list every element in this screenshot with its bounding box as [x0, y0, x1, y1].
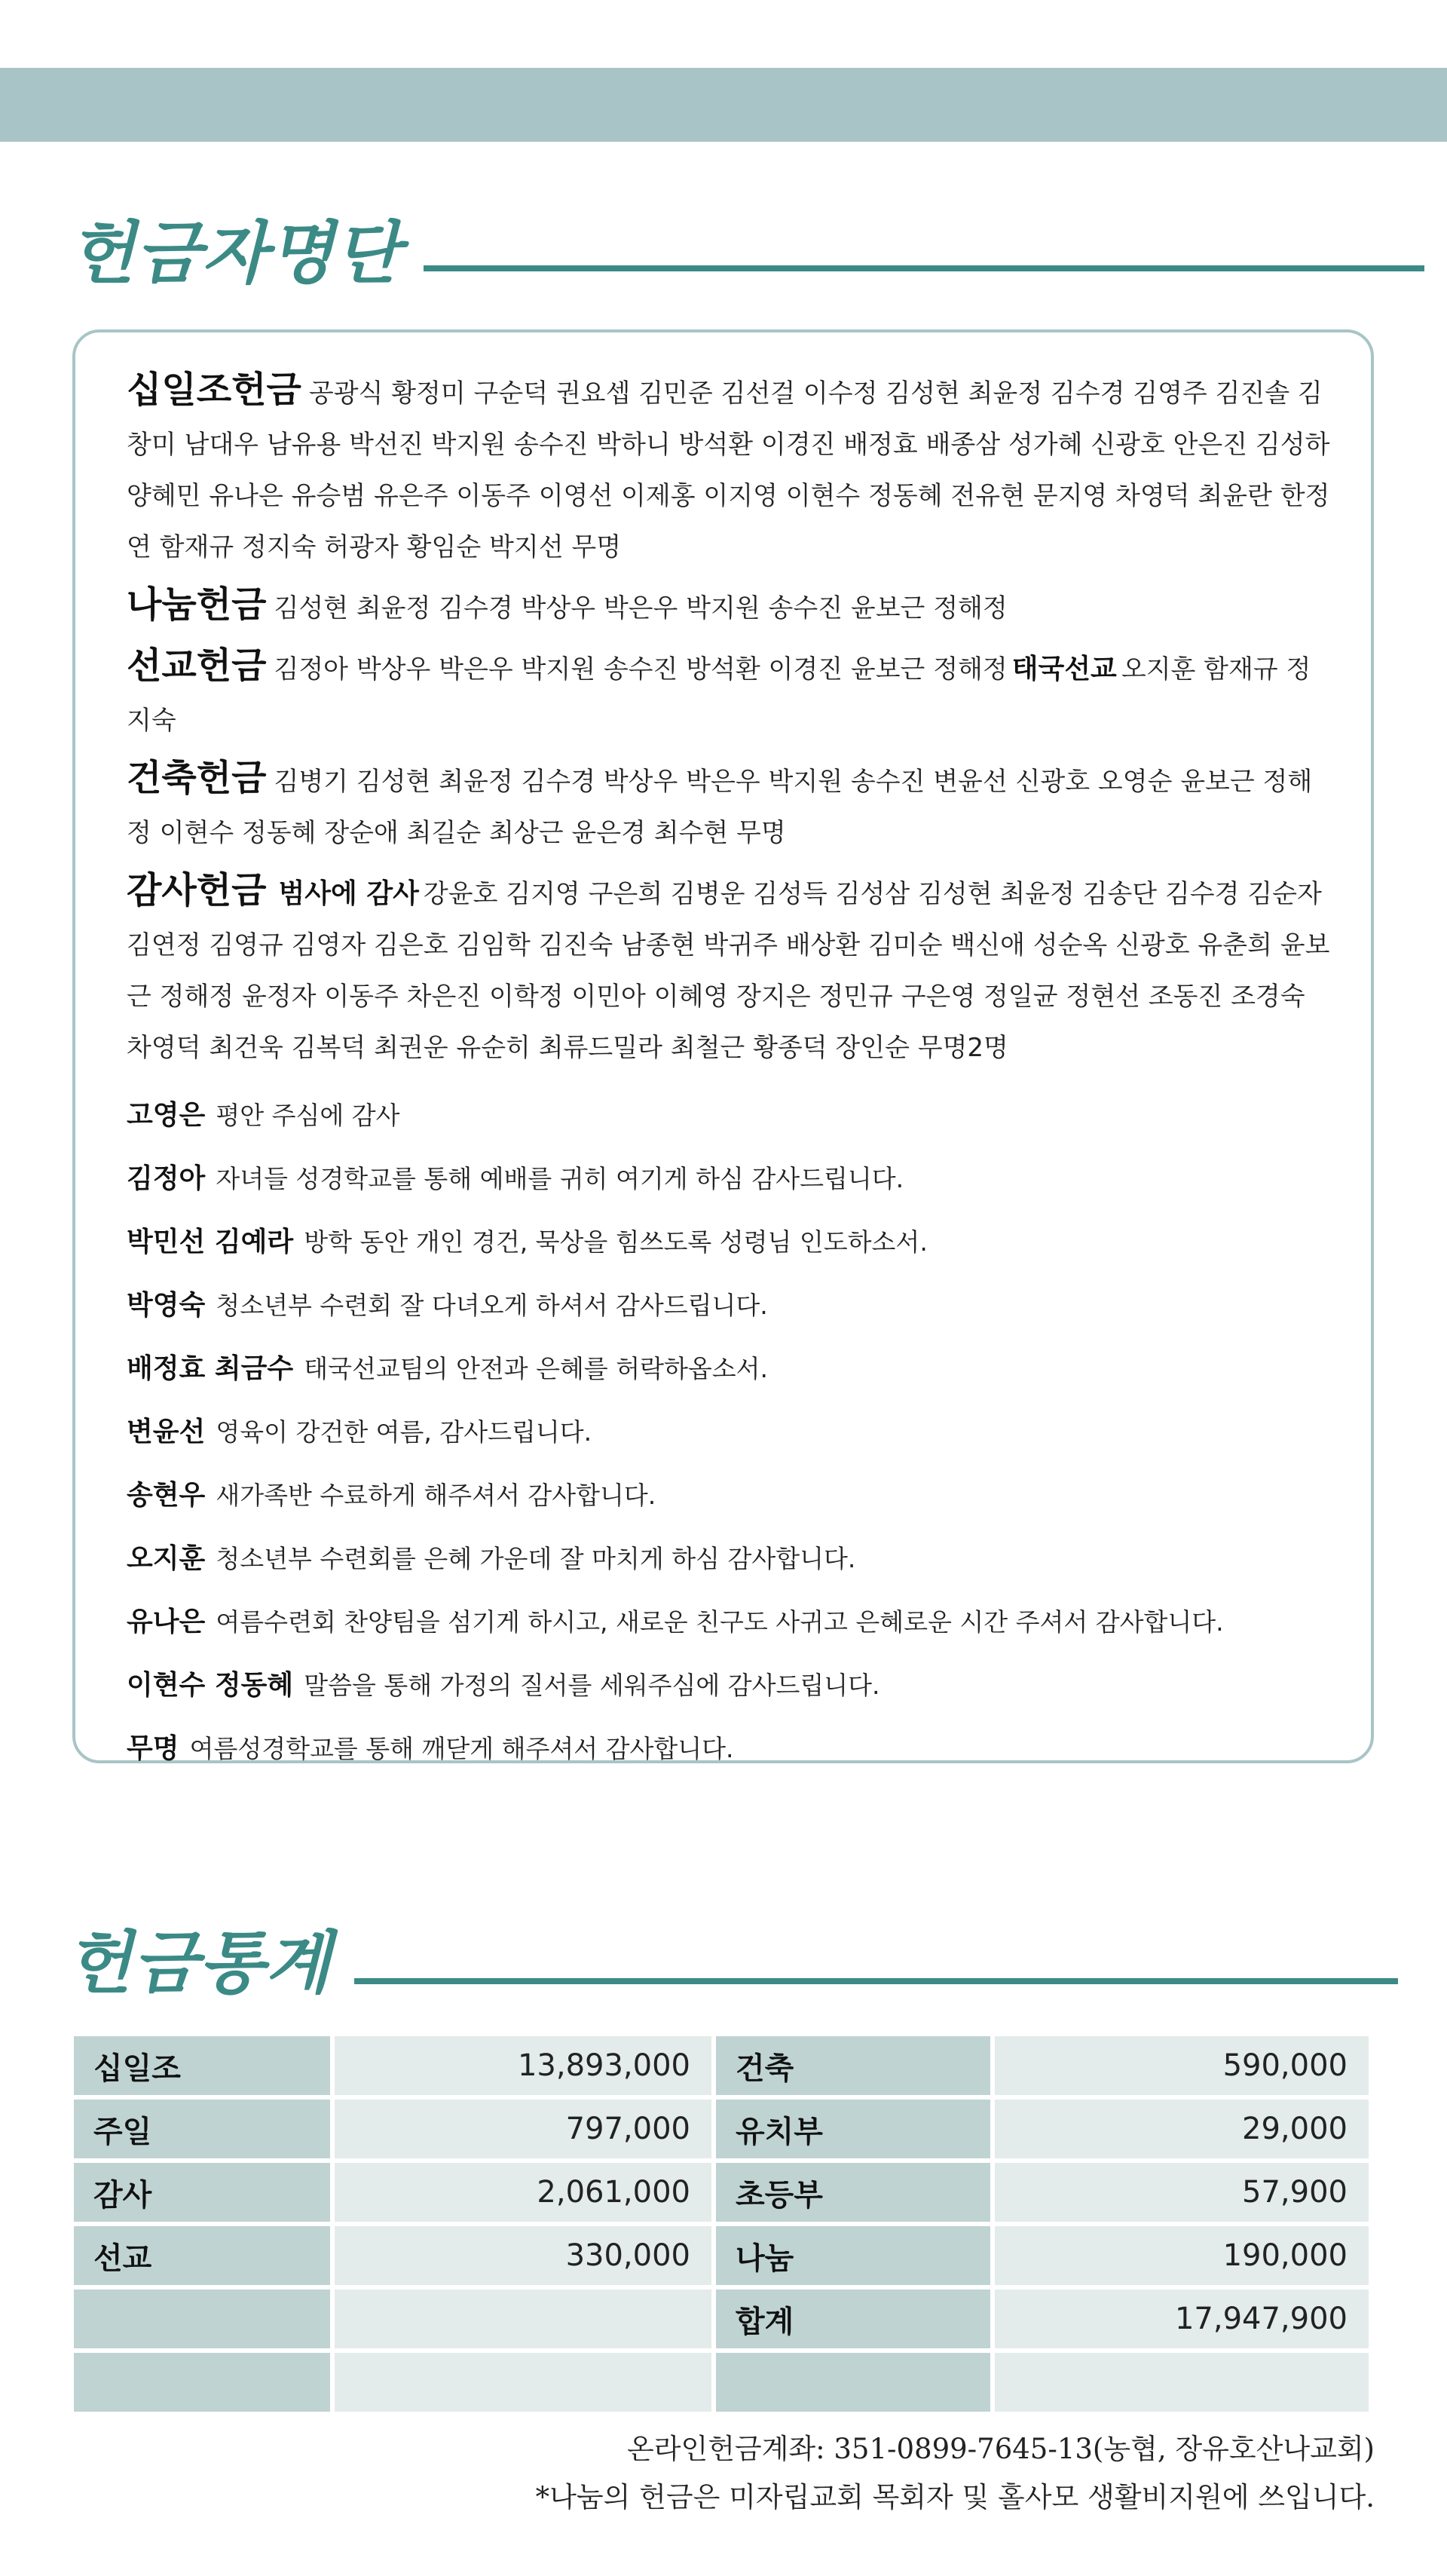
note-names: 이현수 정동혜 — [127, 1670, 294, 1701]
donor-list-box — [72, 329, 1374, 1763]
stat-label-empty — [716, 2353, 990, 2412]
thanks-note — [127, 1337, 1333, 1401]
stat-label: 나눔 — [716, 2226, 990, 2285]
category-names: 강윤호 김지영 구은희 김병운 김성득 김성삼 김성현 최윤정 김송단 김수경 김순자 김연정 김영규 김영자 김은호 김임학 김진숙 남종현 박귀주 배상환 김미순 백신애 성순옥 신광호 유춘희 윤보근 정해정 윤정자 이동주 차은진 이학정 이민아 이혜영 장지은 정민규 구은영 정일균 정현선 조동진 조경숙 차영덕 최건욱 김복덕 최권운 유순히 최류드밀라 최철근 황종덕 장인순 무명2명 — [127, 879, 1330, 1063]
category-sharing — [127, 579, 1333, 634]
stat-label: 유치부 — [716, 2100, 990, 2158]
thanks-notes — [127, 1084, 1333, 1781]
table-row — [74, 2353, 1369, 2412]
donor-list-title: 헌금자명단 — [69, 214, 401, 293]
thanks-note — [127, 1717, 1333, 1781]
table-row — [74, 2163, 1369, 2222]
note-names: 박영숙 — [127, 1290, 206, 1321]
note-text: 평안 주심에 감사 — [216, 1101, 400, 1130]
stat-label: 건축 — [716, 2036, 990, 2095]
table-row — [74, 2290, 1369, 2348]
stat-value-empty — [995, 2353, 1369, 2412]
note-names: 송현우 — [127, 1480, 206, 1511]
heading-rule — [354, 1978, 1398, 1984]
stat-label-empty — [74, 2353, 330, 2412]
thanks-note — [127, 1084, 1333, 1147]
top-color-band — [0, 68, 1447, 142]
thanks-note — [127, 1527, 1333, 1591]
category-sub-names: 오지훈 함재규 정지숙 — [127, 654, 1311, 736]
category-thanksgiving — [127, 865, 1333, 1074]
thanks-note — [127, 1401, 1333, 1464]
stat-value: 797,000 — [335, 2100, 711, 2158]
heading-rule — [424, 265, 1424, 271]
note-text: 여름성경학교를 통해 깨닫게 해주셔서 감사합니다. — [189, 1734, 734, 1763]
category-mission — [127, 640, 1333, 746]
note-text: 태국선교팀의 안전과 은혜를 허락하옵소서. — [304, 1354, 768, 1383]
category-names: 김성현 최윤정 김수경 박상우 박은우 박지원 송수진 윤보근 정해정 — [274, 593, 1008, 623]
donor-list-heading — [69, 214, 1424, 293]
stat-value: 57,900 — [995, 2163, 1369, 2222]
category-label: 감사헌금 — [127, 869, 267, 911]
table-row — [74, 2036, 1369, 2095]
note-names: 김정아 — [127, 1163, 206, 1194]
category-names: 김정아 박상우 박은우 박지원 송수진 방석환 이경진 윤보근 정해정 — [274, 654, 1008, 685]
stat-label: 초등부 — [716, 2163, 990, 2222]
thanks-note — [127, 1147, 1333, 1211]
offering-stats-title: 헌금통계 — [66, 1924, 332, 2003]
stat-value: 29,000 — [995, 2100, 1369, 2158]
category-label: 선교헌금 — [127, 645, 267, 687]
thanks-note — [127, 1464, 1333, 1527]
category-tithe — [127, 364, 1333, 573]
stat-value: 590,000 — [995, 2036, 1369, 2095]
note-text: 새가족반 수료하게 해주셔서 감사합니다. — [216, 1481, 656, 1510]
table-row — [74, 2100, 1369, 2158]
category-label: 나눔헌금 — [127, 584, 267, 626]
stat-value-empty — [335, 2353, 711, 2412]
stat-value: 330,000 — [335, 2226, 711, 2285]
note-text: 방학 동안 개인 경건, 묵상을 힘쓰도록 성령님 인도하소서. — [304, 1227, 928, 1257]
stat-value: 13,893,000 — [335, 2036, 711, 2095]
category-label: 십일조헌금 — [127, 369, 301, 411]
thanks-note — [127, 1654, 1333, 1717]
total-value: 17,947,900 — [995, 2290, 1369, 2348]
stat-value: 190,000 — [995, 2226, 1369, 2285]
stat-label: 십일조 — [74, 2036, 330, 2095]
stat-label: 선교 — [74, 2226, 330, 2285]
note-text: 자녀들 성경학교를 통해 예배를 귀히 여기게 하심 감사드립니다. — [216, 1164, 904, 1193]
category-names: 김병기 김성현 최윤정 김수경 박상우 박은우 박지원 송수진 변윤선 신광호 오영순 윤보근 정해정 이현수 정동혜 장순애 최길순 최상근 윤은경 최수현 무명 — [127, 767, 1313, 848]
note-names: 유나은 — [127, 1607, 206, 1637]
stat-label-empty — [74, 2290, 330, 2348]
note-names: 박민선 김예라 — [127, 1227, 294, 1257]
category-names: 공광식 황정미 구순덕 권요셉 김민준 김선걸 이수정 김성현 최윤정 김수경 김영주 김진솔 김창미 남대우 남유용 박선진 박지원 송수진 박하니 방석환 이경진 배정효 배종삼 성가혜 신광호 안은진 김성하 양혜민 유나은 유승범 유은주 이동주 이영선 이제홍 이지영 이현수 정동혜 전유현 문지영 차영덕 최윤란 한정연 함재규 정지숙 허광자 황임순 박지선 무명 — [127, 378, 1330, 562]
category-sub-label: 범사에 감사 — [278, 878, 419, 909]
thanks-note — [127, 1274, 1333, 1337]
stat-value: 2,061,000 — [335, 2163, 711, 2222]
note-text: 여름수련회 찬양팀을 섬기게 하시고, 새로운 친구도 사귀고 은혜로운 시간 주셔서 감사합니다. — [216, 1607, 1224, 1637]
note-text: 영육이 강건한 여름, 감사드립니다. — [216, 1417, 592, 1447]
stat-label: 감사 — [74, 2163, 330, 2222]
stat-label: 주일 — [74, 2100, 330, 2158]
offering-stats-heading — [66, 1924, 1398, 2003]
thanks-note — [127, 1591, 1333, 1654]
note-names: 배정효 최금수 — [127, 1353, 294, 1384]
table-row — [74, 2226, 1369, 2285]
note-text: 청소년부 수련회를 은혜 가운데 잘 마치게 하심 감사합니다. — [216, 1544, 856, 1573]
offering-stats-table — [69, 2032, 1373, 2416]
stat-value-empty — [335, 2290, 711, 2348]
online-account-info: 온라인헌금계좌: 351-0899-7645-13(농협, 장유호산나교회) — [626, 2433, 1375, 2465]
note-names: 오지훈 — [127, 1543, 206, 1574]
category-building — [127, 752, 1333, 859]
category-label: 건축헌금 — [127, 757, 267, 799]
sharing-offering-note: *나눔의 헌금은 미자립교회 목회자 및 홀사모 생활비지원에 쓰입니다. — [535, 2481, 1375, 2513]
note-names: 고영은 — [127, 1100, 206, 1131]
note-text: 말씀을 통해 가정의 질서를 세워주심에 감사드립니다. — [304, 1671, 880, 1700]
note-text: 청소년부 수련회 잘 다녀오게 하셔서 감사드립니다. — [216, 1291, 768, 1320]
total-label: 합계 — [716, 2290, 990, 2348]
note-names: 변윤선 — [127, 1417, 206, 1447]
note-names: 무명 — [127, 1733, 179, 1764]
category-sub-label: 태국선교 — [1011, 654, 1117, 685]
thanks-note — [127, 1211, 1333, 1274]
